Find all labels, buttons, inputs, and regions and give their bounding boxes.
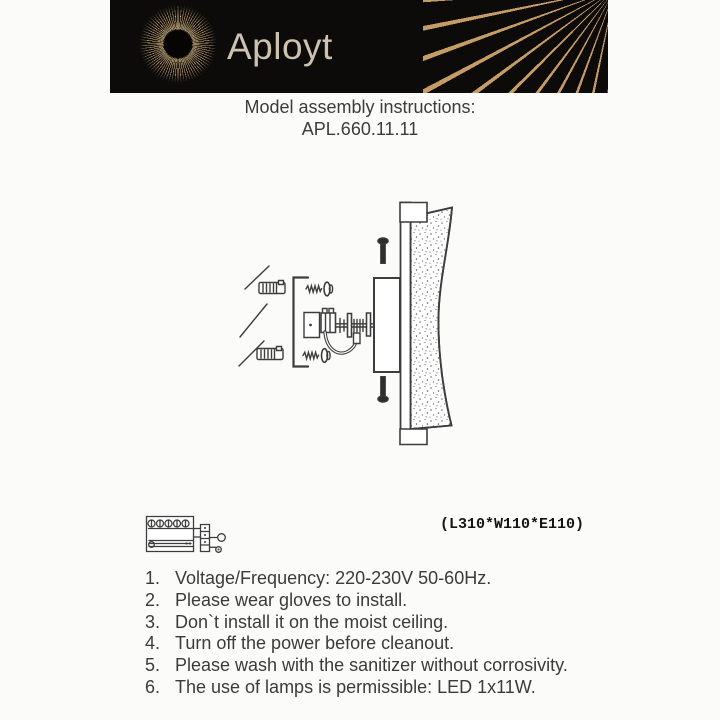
list-item <box>145 633 615 655</box>
item-number: 6. <box>145 676 161 697</box>
item-text: Please wear gloves to install. <box>175 589 408 610</box>
wall-anchor-icon <box>257 347 283 360</box>
list-item <box>145 655 615 677</box>
list-item <box>145 590 615 612</box>
item-text: Please wash with the sanitizer without corrosivity. <box>175 655 568 676</box>
item-number: 2. <box>145 589 161 610</box>
shade-bottom-tab <box>400 429 427 445</box>
glass-shade <box>400 203 452 445</box>
item-number: 1. <box>145 568 161 588</box>
lamp-housing <box>374 278 400 372</box>
shade-top-tab <box>400 203 427 223</box>
model-number: APL.660.11.11 <box>301 119 419 139</box>
machine-screw-icon <box>378 238 388 264</box>
item-text: Voltage/Frequency: 220-230V 50-60Hz. <box>175 568 492 588</box>
item-text: Turn off the power before cleanout. <box>175 633 455 654</box>
item-text: The use of lamps is permissible: LED 1x11W. <box>175 676 536 697</box>
sunburst-core <box>164 30 192 58</box>
page-title: Model assembly instructions: <box>244 97 476 117</box>
brand-banner <box>110 0 608 93</box>
sunburst-logo-icon <box>139 5 217 83</box>
assembly-diagram <box>228 193 472 463</box>
list-item <box>145 612 615 634</box>
screw-icon <box>306 282 333 296</box>
list-item <box>145 677 615 699</box>
connector-block <box>321 309 336 333</box>
wire-ends <box>210 534 226 553</box>
instruction-list <box>145 568 615 699</box>
list-item <box>145 568 615 590</box>
machine-screw-icon <box>378 377 388 403</box>
item-number: 5. <box>145 655 161 676</box>
brand-wordmark: Aployt <box>227 25 333 67</box>
wire-connector <box>194 525 210 552</box>
wire-loop <box>325 332 360 353</box>
shade-back-strip <box>401 203 411 433</box>
terminal-block-diagram <box>140 510 236 562</box>
screw-icon <box>303 349 330 363</box>
item-number: 3. <box>145 611 161 632</box>
item-text: Don`t install it on the moist ceiling. <box>175 611 449 632</box>
terminal-block <box>147 517 194 552</box>
wall-anchor-icon <box>259 281 285 294</box>
dimensions-label: (L310*W110*E110) <box>440 516 585 533</box>
corner-rays-icon <box>423 0 608 93</box>
item-number: 4. <box>145 633 161 654</box>
canopy-plate <box>304 313 320 338</box>
